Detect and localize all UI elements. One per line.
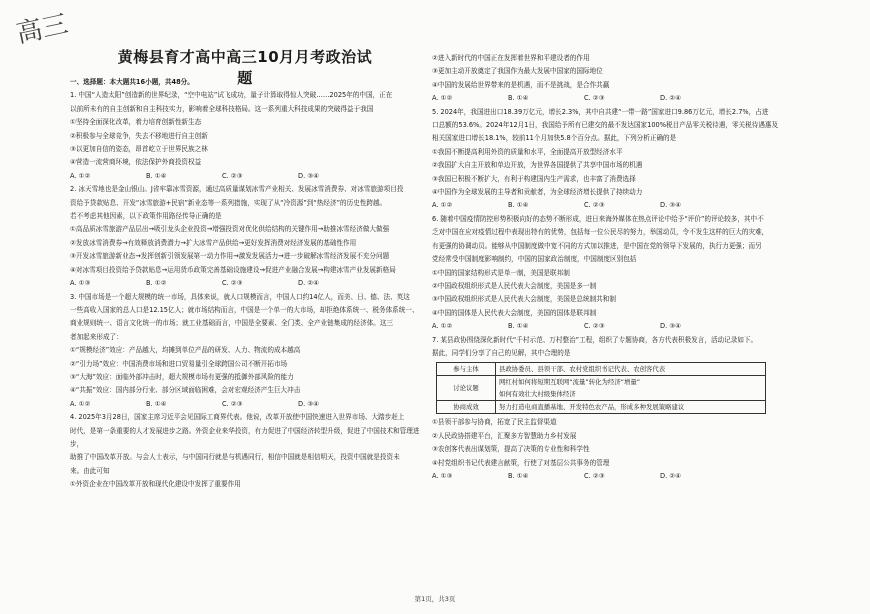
q4-option-b: B. ①④ [508,94,529,103]
q2-item-1: ①高品质冰雪旅游产品层出→吸引龙头企业投资→增强投资对优化供给结构的关键作用→助推冰雪经济做大做强 [70,225,390,234]
q3-item-3: ③“大海”效应：面临外部冲击时，超大规模市场有更强的抵御外部风险的能力 [70,372,294,381]
q5-item-1: ①我国不断提高利用外资的质量和水平，全面提高开放型经济水平 [432,147,623,156]
question-1 [70,89,422,183]
table-cell: 网红村如何将短期互联网“流量”转化为经济“增量” 如何有效壮大村级集体经济 [496,376,766,401]
q7-record-table [436,362,766,414]
q2-option-a: A. ①③ [70,279,91,288]
q3-stem-2: 一些高收入国家的总人口是12.15亿人；就市场结构而言，中国是一个单一的大市场，却拒绝体系统一、税务体系统一、 [70,305,419,314]
table-row [437,376,766,401]
q7-option-d: D. ②④ [660,471,682,480]
left-column [70,76,422,492]
q4-item-4: ④中国的发展给世界带来的是机遇，而不是挑战，是合作共赢 [432,80,610,89]
question-2 [70,183,422,290]
section-heading: 一、选择题：本大题共16小题，共48分。 [70,78,194,86]
q7-option-b: B. ①④ [508,471,529,480]
q3-item-4: ④“共振”效应：国内部分行业、部分区域面临困难，会对宏观经济产生巨大冲击 [70,386,301,395]
q7-item-1: ①县领干部参与协商，拓宽了民主监督渠道 [432,418,557,427]
q4-option-c: C. ②③ [584,94,605,103]
q1-stem-1: 1. 中国“人造太阳”创造新的世界纪录，“空中电站”试飞成功，量子计算取得惊人突破……2025年的中国，正在 [70,91,393,100]
q6-stem-2: 乏对中国在应对疫情过程中表现出特有的优势，包括每一位公民尽的努力，举国动员，令不发生这样的巨大的灾难， [432,228,769,237]
q6-stem-1: 6. 随着中国疫情防控形势积极向好的态势不断形成，进日来海外媒体在热点评论中给予“评价”的评论较多，其中不 [432,214,764,223]
q2-option-d: D. ②④ [298,279,320,288]
q4-stem-2: 时代，是第一条重要的人才发展进步之路。外资企业来华投资，有力促进了中国经济转型升级，促进了中国技术和管理进步， [70,426,420,448]
q2-stem-1: 2. 冰天雪地也是金山银山。J省牢靠冰雪资源，通过高质量谋划冰雪产业相关、发展冰雪消费券、对冰雪旅游项目投 [70,185,404,194]
q6-option-b: B. ①④ [508,322,529,331]
q2-stem-3: 若不考虑其他因素，以下政策作用路径传导正确的是 [70,212,222,221]
q6-item-1: ①中国的国家结构形式是单一制，美国是联邦制 [432,268,570,277]
q6-stem-3: 有更强的协调动员。能够从中国制度做中宽不同的方式加以推进，是中国在党的领导下发展的，执行力更强；而另 [432,241,762,250]
q5-options [432,199,832,212]
q2-options [70,277,422,290]
q3-option-c: C. ②③ [222,399,243,408]
q4-item-2: ②进入新时代的中国正在发挥着世界和平建设者的作用 [432,54,590,62]
q7-item-4: ④村党组织书记代表建言献策，行使了对基层公共事务的管理 [432,458,610,467]
table-row [437,363,766,376]
q2-item-2: ②发放冰雪消费券→有效释放消费潜力→扩大冰雪产品供给→更好发挥消费对经济发展的基础性作用 [70,238,357,247]
q1-item-2: ②积极参与全球竞争，失去不移地进行自主创新 [70,131,208,140]
q7-stem-2: 据此，同学们分享了自己的见解，其中合理的是 [432,348,571,357]
question-7 [432,334,832,484]
q4-stem-1: 4. 2025年3月28日，国家主席习近平会见国际工商界代表。他说，改革开放使中国快速进入世界市场、大踏步赶上 [70,413,405,422]
q5-option-c: C. ②③ [584,201,605,210]
q3-option-d: D. ③④ [298,399,320,408]
q1-item-1: ①坚持全面深化改革，着力培育创新性新生态 [70,118,202,127]
q3-item-1: ①“规模经济”效应：产品越大，均摊到单位产品的研发、人力、物流的成本越高 [70,346,301,355]
q5-stem-1: 5. 2024年，我国进出口18.39万亿元，增长2.3%，其中自共建“一带一路”国家进口9.86万亿元，增长2.7%，占进 [432,107,769,116]
q5-option-b: B. ①④ [508,201,529,210]
q4-item-1: ①外资企业在中国改革开放和现代化建设中发挥了重要作用 [70,480,241,489]
q6-item-2: ②中国政权组织形式是人民代表大会制度，美国是多一制 [432,281,597,290]
q5-item-3: ③我国已积极不断扩大，有利于构建国内生产需求，也丰富了消费选择 [432,174,636,183]
q6-option-c: C. ②③ [584,322,605,331]
q1-options [70,170,422,183]
q5-item-4: ④中国作为全球发展的主导者和贡献者，为全球经济增长提供了持续动力 [432,188,643,197]
q3-stem-4: 者加起来形成了： [70,332,123,341]
q2-option-b: B. ①② [146,279,167,288]
q7-option-c: C. ②③ [584,471,605,480]
q1-option-b: B. ①④ [146,171,167,180]
q1-option-d: D. ③④ [298,171,320,180]
q4-stem-4: 来。由此可知 [70,466,110,475]
q3-option-a: A. ①② [70,399,91,408]
q1-stem-2: 以前所未有的自主创新和自主科技实力，影响着全球科技格局。这一系列重大科技成果的突破得益于我国 [70,104,374,113]
q6-item-4: ④中国的国体是人民代表大会制度，美国的国体是联邦制 [432,308,597,317]
q5-stem-2: 口总额的53.6%。2024年12月1日，我国给予所有已建交的最不发达国家100%税目产品零关税待遇，零关税待遇惠及 [432,121,779,130]
table-row [437,401,766,414]
q7-item-2: ②人民政协搭建平台，汇聚多方智慧助力乡村发展 [432,431,577,440]
right-column [432,52,832,483]
table-header-cell: 讨论议题 [437,376,496,401]
table-cell: 县政协委员、县领干部、农村党组织书记代表、农创客代表 [496,363,766,376]
q3-item-2: ②“引力场”效应：中国消费市场和进口贸易量引全球跨国公司不断开拓市场 [70,359,288,368]
q3-option-b: B. ①④ [146,399,167,408]
q1-item-3: ③以更加自信的姿态，昂首屹立于世界民族之林 [70,145,208,154]
question-6 [432,213,832,334]
q7-option-a: A. ①③ [432,471,453,480]
q5-stem-3: 相关国家进口增长18.1%，较前11个月加快5.8个百分点。据此，下列分析正确的是 [432,134,677,143]
q7-options [432,470,832,483]
table-cell: 努力打造电商直播基地、开发特色农产品，形成多种发展策略建议 [496,401,766,414]
q4-options [432,92,832,105]
q4-option-d: D. ②④ [660,94,682,103]
q6-item-3: ③中国政权组织形式是人民代表大会制度，美国是总统制共和制 [432,295,616,304]
q6-stem-4: 党经常受中国制度影响制约，中国的国家政治制度，中国制度区别包括 [432,255,637,264]
q1-item-4: ④营造一流营商环境，依法保护外商投资权益 [70,158,202,167]
q5-option-a: A. ①② [432,201,453,210]
q7-item-3: ③农创客代表出谋划策，提高了决策的专业性和科学性 [432,445,590,454]
q7-stem-1: 7. 某县政协围绕深化新时代“千村示范、万村整治”工程，组织了专题协商，各方代表积极发言，活动记录如下。 [432,335,758,344]
q2-option-c: C. ②③ [222,279,243,288]
q6-option-a: A. ①② [432,322,453,331]
q4-option-a: A. ①② [432,94,453,103]
question-3 [70,291,422,412]
q3-stem-3: 商业规则统一、语言文化统一的市场；就工业基础而言，中国是全要素、全门类、全产业链集成的经济体。这三 [70,319,394,328]
question-5 [432,106,832,213]
page-title: 黄梅县育才高中高三10月月考政治试题 [117,48,373,87]
handwritten-note: 高三 [13,9,71,50]
q6-options [432,320,832,333]
q4-item-3: ③更加主动开放奠定了我国作为最大发展中国家的国际地位 [432,67,603,76]
q2-item-3: ③开发冰雪旅游新业态→发挥创新引领发展第一动力作用→激发发展活力→进一步破解冰雪经济发展不充分问题 [70,252,390,261]
q1-option-c: C. ②③ [222,171,243,180]
question-4 [70,411,422,491]
q3-options [70,398,422,411]
q2-item-4: ④对冰雪项目投资给予贷款贴息→运用货币政策完善基础设施建设→促进产业融合发展→构建冰雪产业发展新格局 [70,265,396,274]
q4-stem-3: 助推了中国改革开放。与会人士表示，与中国同行就是与机遇同行，相信中国就是相信明天，投资中国就是投资未 [70,453,400,462]
q5-item-2: ②我国扩大自主开放和单边开放，为世界各国提供了共享中国市场的机遇 [432,161,643,170]
q5-option-d: D. ③④ [660,201,682,210]
q1-option-a: A. ①② [70,171,91,180]
question-4-continued [432,52,832,106]
page-footer: 第1页，共3页 [414,595,456,603]
q6-option-d: D. ③④ [660,322,682,331]
q3-stem-1: 3. 中国市场是一个超大规模的统一市场，具体来说，就人口规模而言，中国人口约14亿人，而美、日、德、法、英这 [70,292,410,301]
table-header-cell: 协商成效 [437,401,496,414]
q2-stem-2: 资给予贷款贴息、开发“冰雪旅游+民宿”新业态等一系列措施，实现了从“冷资源”到“热经济”的历史性跨越。 [70,198,387,207]
table-header-cell: 参与主体 [437,363,496,376]
